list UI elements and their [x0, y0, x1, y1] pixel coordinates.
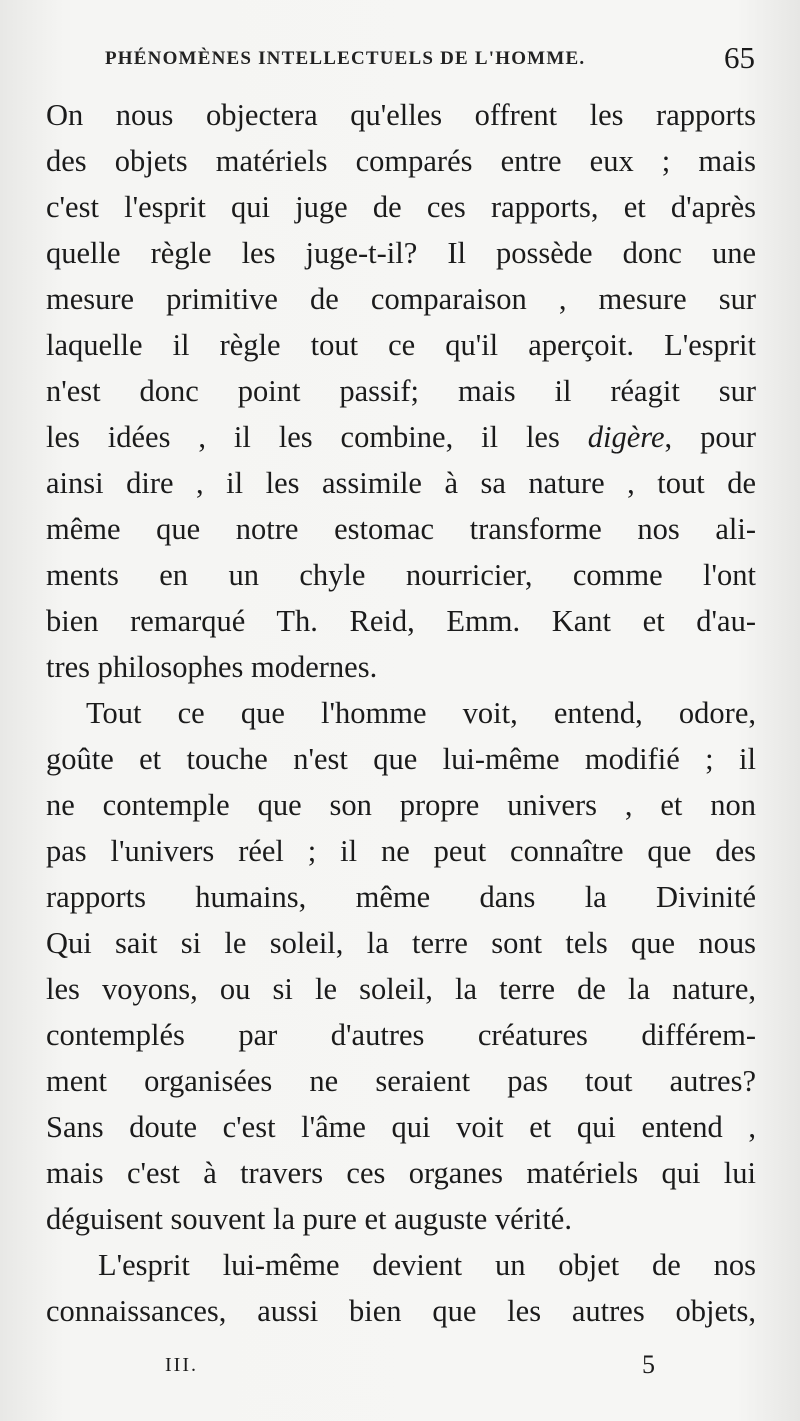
text-segment: goûte et touche n'est que lui-même modifié ; il	[46, 742, 756, 776]
text-segment: tres philosophes modernes.	[46, 650, 378, 684]
text-segment: les voyons, ou si le soleil, la terre de la nature,	[46, 972, 756, 1006]
text-segment: même que notre estomac transforme nos ali-	[46, 512, 756, 546]
text-line	[46, 230, 756, 276]
text-line	[46, 920, 756, 966]
text-line	[46, 506, 756, 552]
text-line	[46, 368, 756, 414]
text-segment: c'est l'esprit qui juge de ces rapports, et d'après	[46, 190, 756, 224]
sheet-number: 5	[642, 1350, 655, 1379]
text-line	[46, 690, 756, 736]
text-line	[46, 1150, 756, 1196]
text-line	[46, 138, 756, 184]
text-line	[46, 874, 756, 920]
text-line	[46, 736, 756, 782]
text-segment: connaissances, aussi bien que les autres objets,	[46, 1294, 756, 1328]
text-line	[46, 1058, 756, 1104]
text-segment: des objets matériels comparés entre eux ; mais	[46, 144, 756, 178]
text-segment: Sans doute c'est l'âme qui voit et qui entend ,	[46, 1110, 756, 1144]
text-line	[46, 184, 756, 230]
text-segment: ment organisées ne seraient pas tout autres?	[46, 1064, 756, 1098]
text-segment: contemplés par d'autres créatures différem-	[46, 1018, 756, 1052]
text-segment: ments en un chyle nourricier, comme l'ont	[46, 558, 756, 592]
text-line	[46, 966, 756, 1012]
text-segment: quelle règle les juge-t-il? Il possède donc une	[46, 236, 756, 270]
italic-word: digère	[587, 420, 665, 454]
text-line	[46, 1242, 756, 1288]
text-segment: L'esprit lui-même devient un objet de nos	[98, 1248, 756, 1282]
text-segment: On nous objectera qu'elles offrent les rapports	[46, 98, 756, 132]
body-text	[46, 92, 756, 1334]
text-segment: Tout ce que l'homme voit, entend, odore,	[86, 696, 756, 730]
text-segment: déguisent souvent la pure et auguste vérité.	[46, 1202, 572, 1236]
text-line	[46, 1288, 756, 1334]
signature-mark: III.	[165, 1354, 198, 1376]
text-line	[46, 276, 756, 322]
text-segment: mesure primitive de comparaison , mesure sur	[46, 282, 756, 316]
text-segment: bien remarqué Th. Reid, Emm. Kant et d'au-	[46, 604, 756, 638]
text-segment: rapports humains, même dans la Divinité	[46, 880, 756, 914]
text-line	[46, 828, 756, 874]
text-line	[46, 782, 756, 828]
page-number: 65	[724, 40, 755, 75]
text-segment: ne contemple que son propre univers , et non	[46, 788, 756, 822]
page-footer	[165, 1350, 665, 1386]
text-line	[46, 1012, 756, 1058]
text-segment: ainsi dire , il les assimile à sa nature , tout de	[46, 466, 756, 500]
text-line	[46, 92, 756, 138]
text-line	[46, 414, 756, 460]
text-segment: les idées , il les combine, il les	[46, 420, 588, 454]
text-line	[46, 598, 756, 644]
text-line	[46, 644, 756, 690]
text-segment: mais c'est à travers ces organes matériels qui lui	[46, 1156, 756, 1190]
text-line	[46, 552, 756, 598]
text-line	[46, 460, 756, 506]
text-line	[46, 1104, 756, 1150]
text-segment: pas l'univers réel ; il ne peut connaître que des	[46, 834, 756, 868]
text-line	[46, 322, 756, 368]
running-title: PHÉNOMÈNES INTELLECTUELS DE L'HOMME.	[105, 48, 586, 69]
text-segment: laquelle il règle tout ce qu'il aperçoit. L'esprit	[46, 328, 756, 362]
text-line	[46, 1196, 756, 1242]
text-segment: n'est donc point passif; mais il réagit sur	[46, 374, 756, 408]
running-head	[105, 40, 755, 80]
text-segment: Qui sait si le soleil, la terre sont tels que nous	[46, 926, 756, 960]
text-segment: , pour	[664, 420, 756, 454]
